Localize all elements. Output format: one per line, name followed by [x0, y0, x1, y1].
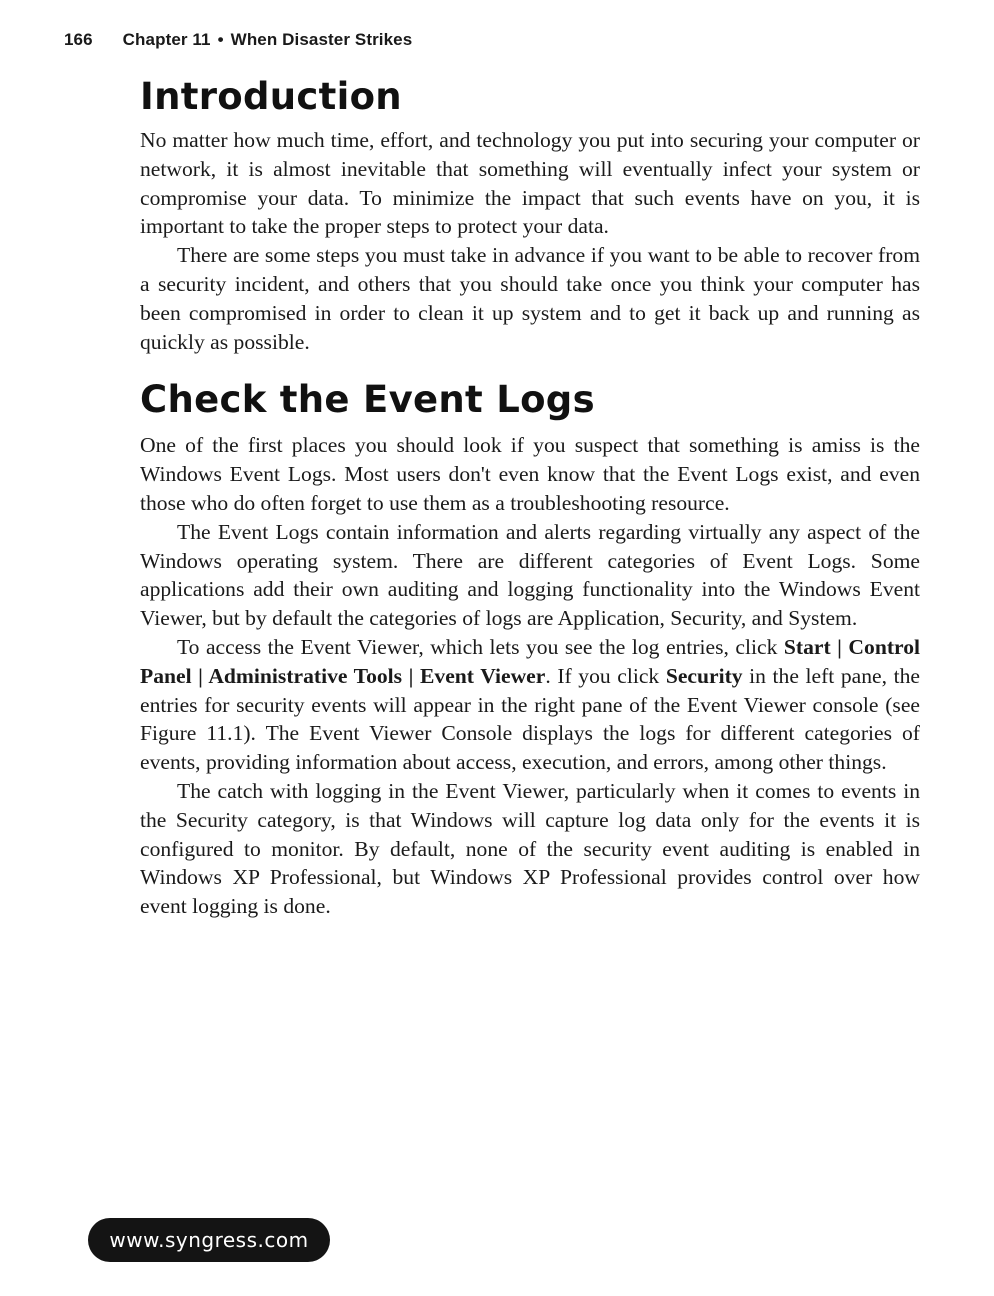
menu-path-start: Start: [783, 634, 831, 659]
section-heading-event-logs: Check the Event Logs: [140, 378, 595, 422]
security-term: Security: [665, 663, 743, 688]
menu-path-separator: |: [830, 634, 849, 659]
menu-path-separator: |: [402, 663, 421, 688]
menu-path-separator: |: [191, 663, 209, 688]
intro-paragraph-2: There are some steps you must take in advance if you want to be able to recover from a security incident, and others that you should take once you think your computer has been compromised in order to clean it up system and to get it back up and running as quickly as possible.: [140, 243, 920, 354]
header-separator: •: [217, 30, 224, 49]
event-logs-paragraph-3: [140, 633, 920, 777]
p3-text-c: . If you click: [545, 663, 666, 688]
p3-text-d: in the left pane, the entries for security events will appear in the right pane of the Event Viewer console (see Figure 11.1). The Event Viewer Console displays the logs for different categories of events, providing information about access, execution, and errors, among other things.: [140, 663, 920, 775]
event-logs-paragraph-4: The catch with logging in the Event Viewer, particularly when it comes to events in the Security category, is that Windows will capture log data only for the events it is configured to monitor. By default, none of the security event auditing is enabled in Windows XP Professional, but Windows XP Professional provides control over how event logging is done.: [140, 778, 920, 919]
event-logs-paragraph-2: The Event Logs contain information and alerts regarding virtually any aspect of the Windows operating system. There are different categories of Event Logs. Some applications add their own auditing and logging functionality into the Windows Event Viewer, but by default the categories of logs are Application, Security, and System.: [140, 519, 920, 631]
page-number: 166: [64, 30, 93, 49]
menu-path-control-panel: Control Panel: [140, 634, 921, 688]
intro-paragraph-1: No matter how much time, effort, and technology you put into securing your computer or network, it is almost inevitable that something will eventually infect your system or compromise your data. To minimize the impact that such events have on you, it is important to take the proper steps to protect your data.: [140, 128, 920, 239]
chapter-title: When Disaster Strikes: [230, 30, 413, 49]
menu-path-administrative-tools: Administrative Tools: [208, 663, 403, 688]
menu-path-event-viewer: Event Viewer: [420, 663, 546, 688]
event-logs-paragraph-1: One of the first places you should look if you suspect that something is amiss is the Windows Event Logs. Most users don't even know that the Event Logs exist, and even those who do often forget to use them as a troubleshooting resource.: [140, 433, 920, 515]
page-body: [140, 72, 920, 921]
footer-url-badge: [88, 1218, 330, 1262]
chapter-label: Chapter 11: [122, 30, 211, 49]
running-head: [64, 30, 412, 50]
footer-url: www.syngress.com: [109, 1228, 309, 1252]
p3-text-a: To access the Event Viewer, which lets you see the log entries, click: [177, 634, 784, 659]
section-heading-introduction: Introduction: [140, 75, 402, 118]
